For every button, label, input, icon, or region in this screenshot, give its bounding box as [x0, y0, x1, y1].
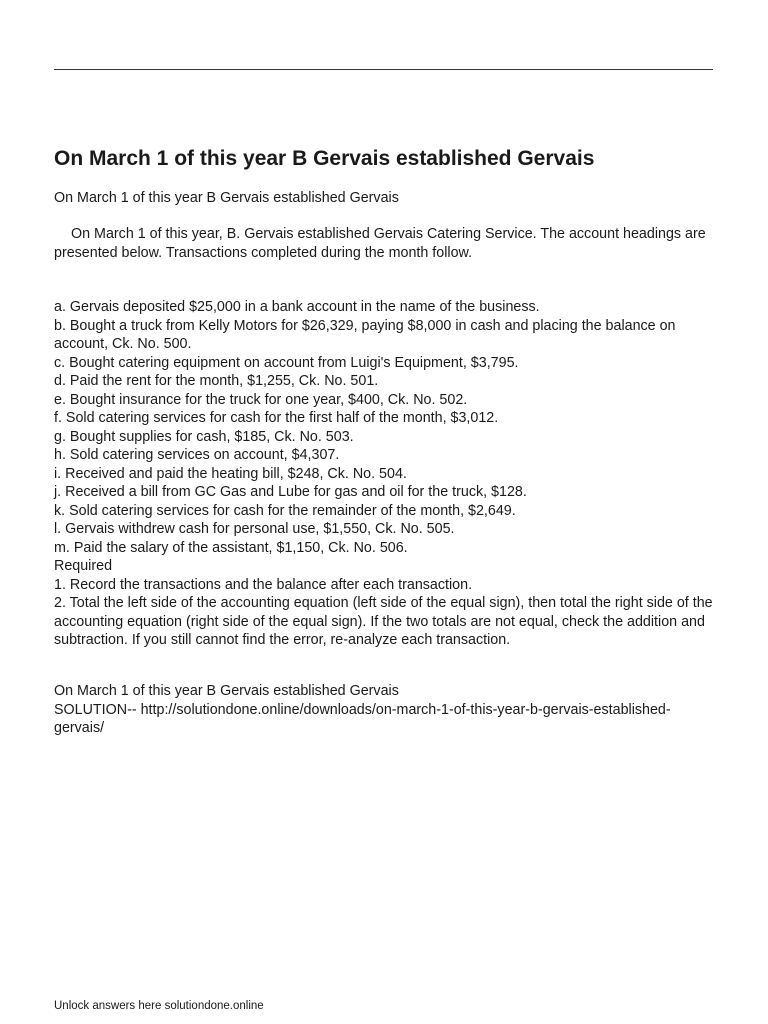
page-title: On March 1 of this year B Gervais established Gervais [54, 147, 595, 170]
intro-paragraph: On March 1 of this year, B. Gervais established Gervais Catering Service. The account headings are presented below. Transactions completed during the month follow. [54, 226, 706, 261]
solution-block [54, 682, 714, 738]
transaction-list [54, 298, 719, 650]
subtitle: On March 1 of this year B Gervais established Gervais [54, 190, 399, 206]
transaction-item: i. Received and paid the heating bill, $248, Ck. No. 504. [54, 465, 407, 482]
transaction-item: a. Gervais deposited $25,000 in a bank account in the name of the business. [54, 299, 540, 315]
solution-link[interactable]: http://solutiondone.online/downloads/on-march-1-of-this-year-b-gervais-established-gervais/ [54, 701, 671, 736]
transaction-item: g. Bought supplies for cash, $185, Ck. No. 503. [54, 428, 354, 445]
transaction-item: d. Paid the rent for the month, $1,255, Ck. No. 501. [54, 373, 379, 389]
transaction-item: h. Sold catering services on account, $4,307. [54, 447, 340, 463]
transaction-item: b. Bought a truck from Kelly Motors for $26,329, paying $8,000 in cash and placing the balance on account, Ck. No. 500. [54, 317, 676, 352]
transaction-item: c. Bought catering equipment on account from Luigi's Equipment, $3,795. [54, 354, 519, 371]
solution-label: SOLUTION-- [54, 701, 137, 718]
requirement-item: 2. Total the left side of the accounting equation (left side of the equal sign), then total the right side of the accounting equation (right side of the equal sign). If the two totals are not equal, check the addition and subtraction. If you still cannot find the error, re-analyze each transaction. [54, 595, 713, 648]
requirement-item: 1. Record the transactions and the balance after each transaction. [54, 576, 473, 593]
transaction-item: j. Received a bill from GC Gas and Lube for gas and oil for the truck, $128. [54, 484, 527, 500]
top-divider [54, 69, 713, 70]
solution-line [54, 701, 714, 738]
transaction-item: k. Sold catering services for cash for the remainder of the month, $2,649. [54, 502, 516, 519]
required-heading: Required [54, 558, 113, 574]
transaction-item: f. Sold catering services for cash for the first half of the month, $3,012. [54, 410, 499, 426]
footer-text: Unlock answers here solutiondone.online [54, 1000, 264, 1012]
transaction-item: m. Paid the salary of the assistant, $1,150, Ck. No. 506. [54, 539, 408, 556]
transaction-item: l. Gervais withdrew cash for personal use, $1,550, Ck. No. 505. [54, 521, 455, 537]
transaction-item: e. Bought insurance for the truck for one year, $400, Ck. No. 502. [54, 391, 468, 408]
solution-title: On March 1 of this year B Gervais established Gervais [54, 683, 399, 699]
